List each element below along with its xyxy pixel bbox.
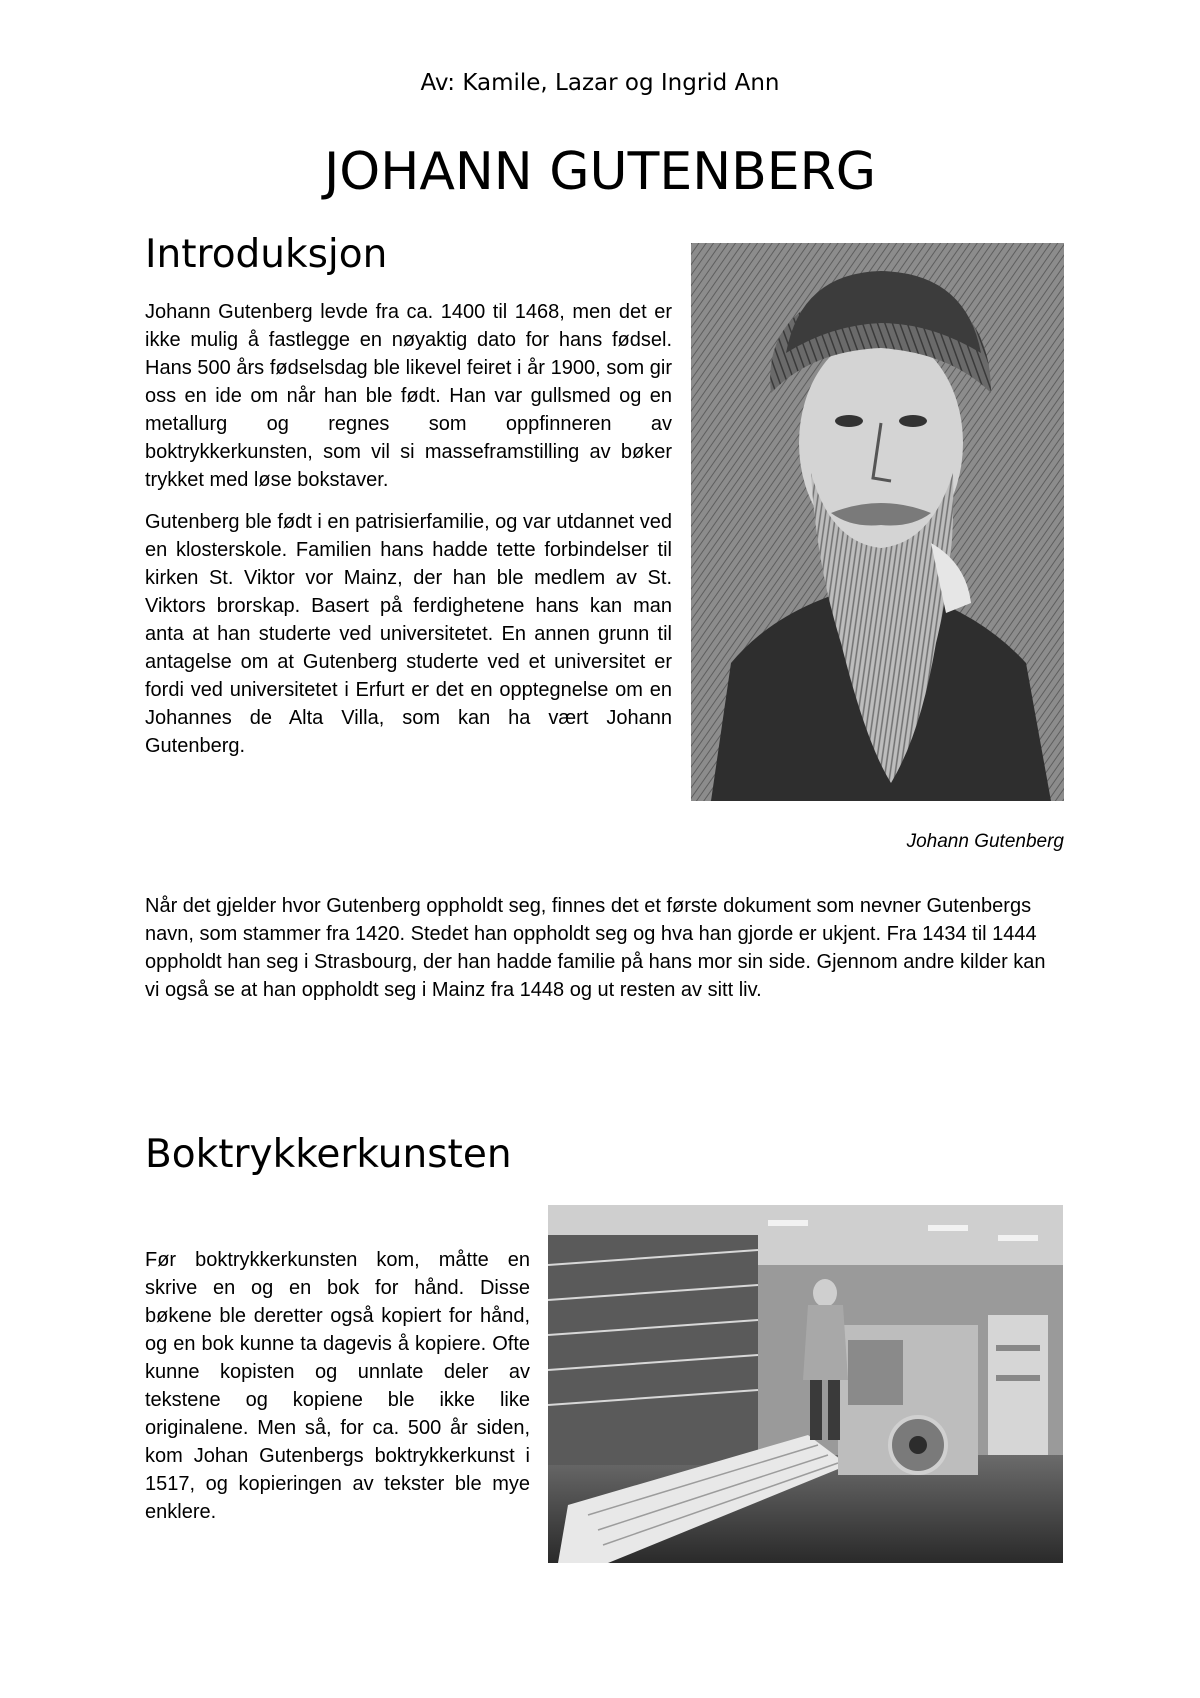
intro-paragraph-2: Gutenberg ble født i en patrisierfamilie, og var utdannet ved en klosterskole. Familien hans hadde tette forbindelser til kirken St. Viktor vor Mainz, der han ble medlem av St. Viktors brorskap. Basert på ferdighetene hans kan man anta at han studerte ved universitetet. En annen grunn til antagelse om at Gutenberg studerte ved et universitet er fordi ved universitetet i Erfurt er det en opptegnelse om en Johannes de Alta Villa, som kan ha vært Johann Gutenberg. — [145, 511, 672, 757]
gutenberg-portrait-image — [691, 243, 1064, 801]
printing-press-photo — [548, 1205, 1063, 1563]
printing-paragraph: Før boktrykkerkunsten kom, måtte en skrive en og en bok for hånd. Disse bøkene ble deretter også kopiert for hånd, og en bok kunne ta dagevis å kopiere. Ofte kunne kopisten og unnlate deler av tekstene og kopiene ble ikke like originalene. Men så, for ca. 500 år siden, kom Johan Gutenbergs boktrykkerkunst i 1517, og kopieringen av tekster ble mye enklere. — [145, 1249, 530, 1523]
portrait-caption: Johann Gutenberg — [906, 831, 1064, 852]
section-heading-intro: Introduksjon — [145, 232, 388, 277]
page-title: JOHANN GUTENBERG — [323, 142, 877, 202]
intro-text-column — [145, 298, 672, 760]
residence-paragraph: Når det gjelder hvor Gutenberg oppholdt seg, finnes det et første dokument som nevner Gutenbergs navn, som stammer fra 1420. Stedet han oppholdt seg og hva han gjorde er ukjent. Fra 1434 til 1444 oppholdt han seg i Strasbourg, der han hadde familie på hans mor sin side. Gjennom andre kilder kan vi også se at han oppholdt seg i Mainz fra 1448 og ut resten av sitt liv. — [145, 895, 1046, 1001]
intro-paragraph-1: Johann Gutenberg levde fra ca. 1400 til 1468, men det er ikke mulig å fastlegge en nøyaktig dato for hans fødsel. Hans 500 års fødselsdag ble likevel feiret i år 1900, som gir oss en ide om når han ble født. Han var gullsmed og en metallurg og regnes som oppfinneren av boktrykkerkunsten, som vil si masseframstilling av bøker trykket med løse bokstaver. — [145, 301, 672, 491]
section-heading-printing: Boktrykkerkunsten — [145, 1132, 512, 1177]
authors-line: Av: Kamile, Lazar og Ingrid Ann — [420, 70, 780, 96]
